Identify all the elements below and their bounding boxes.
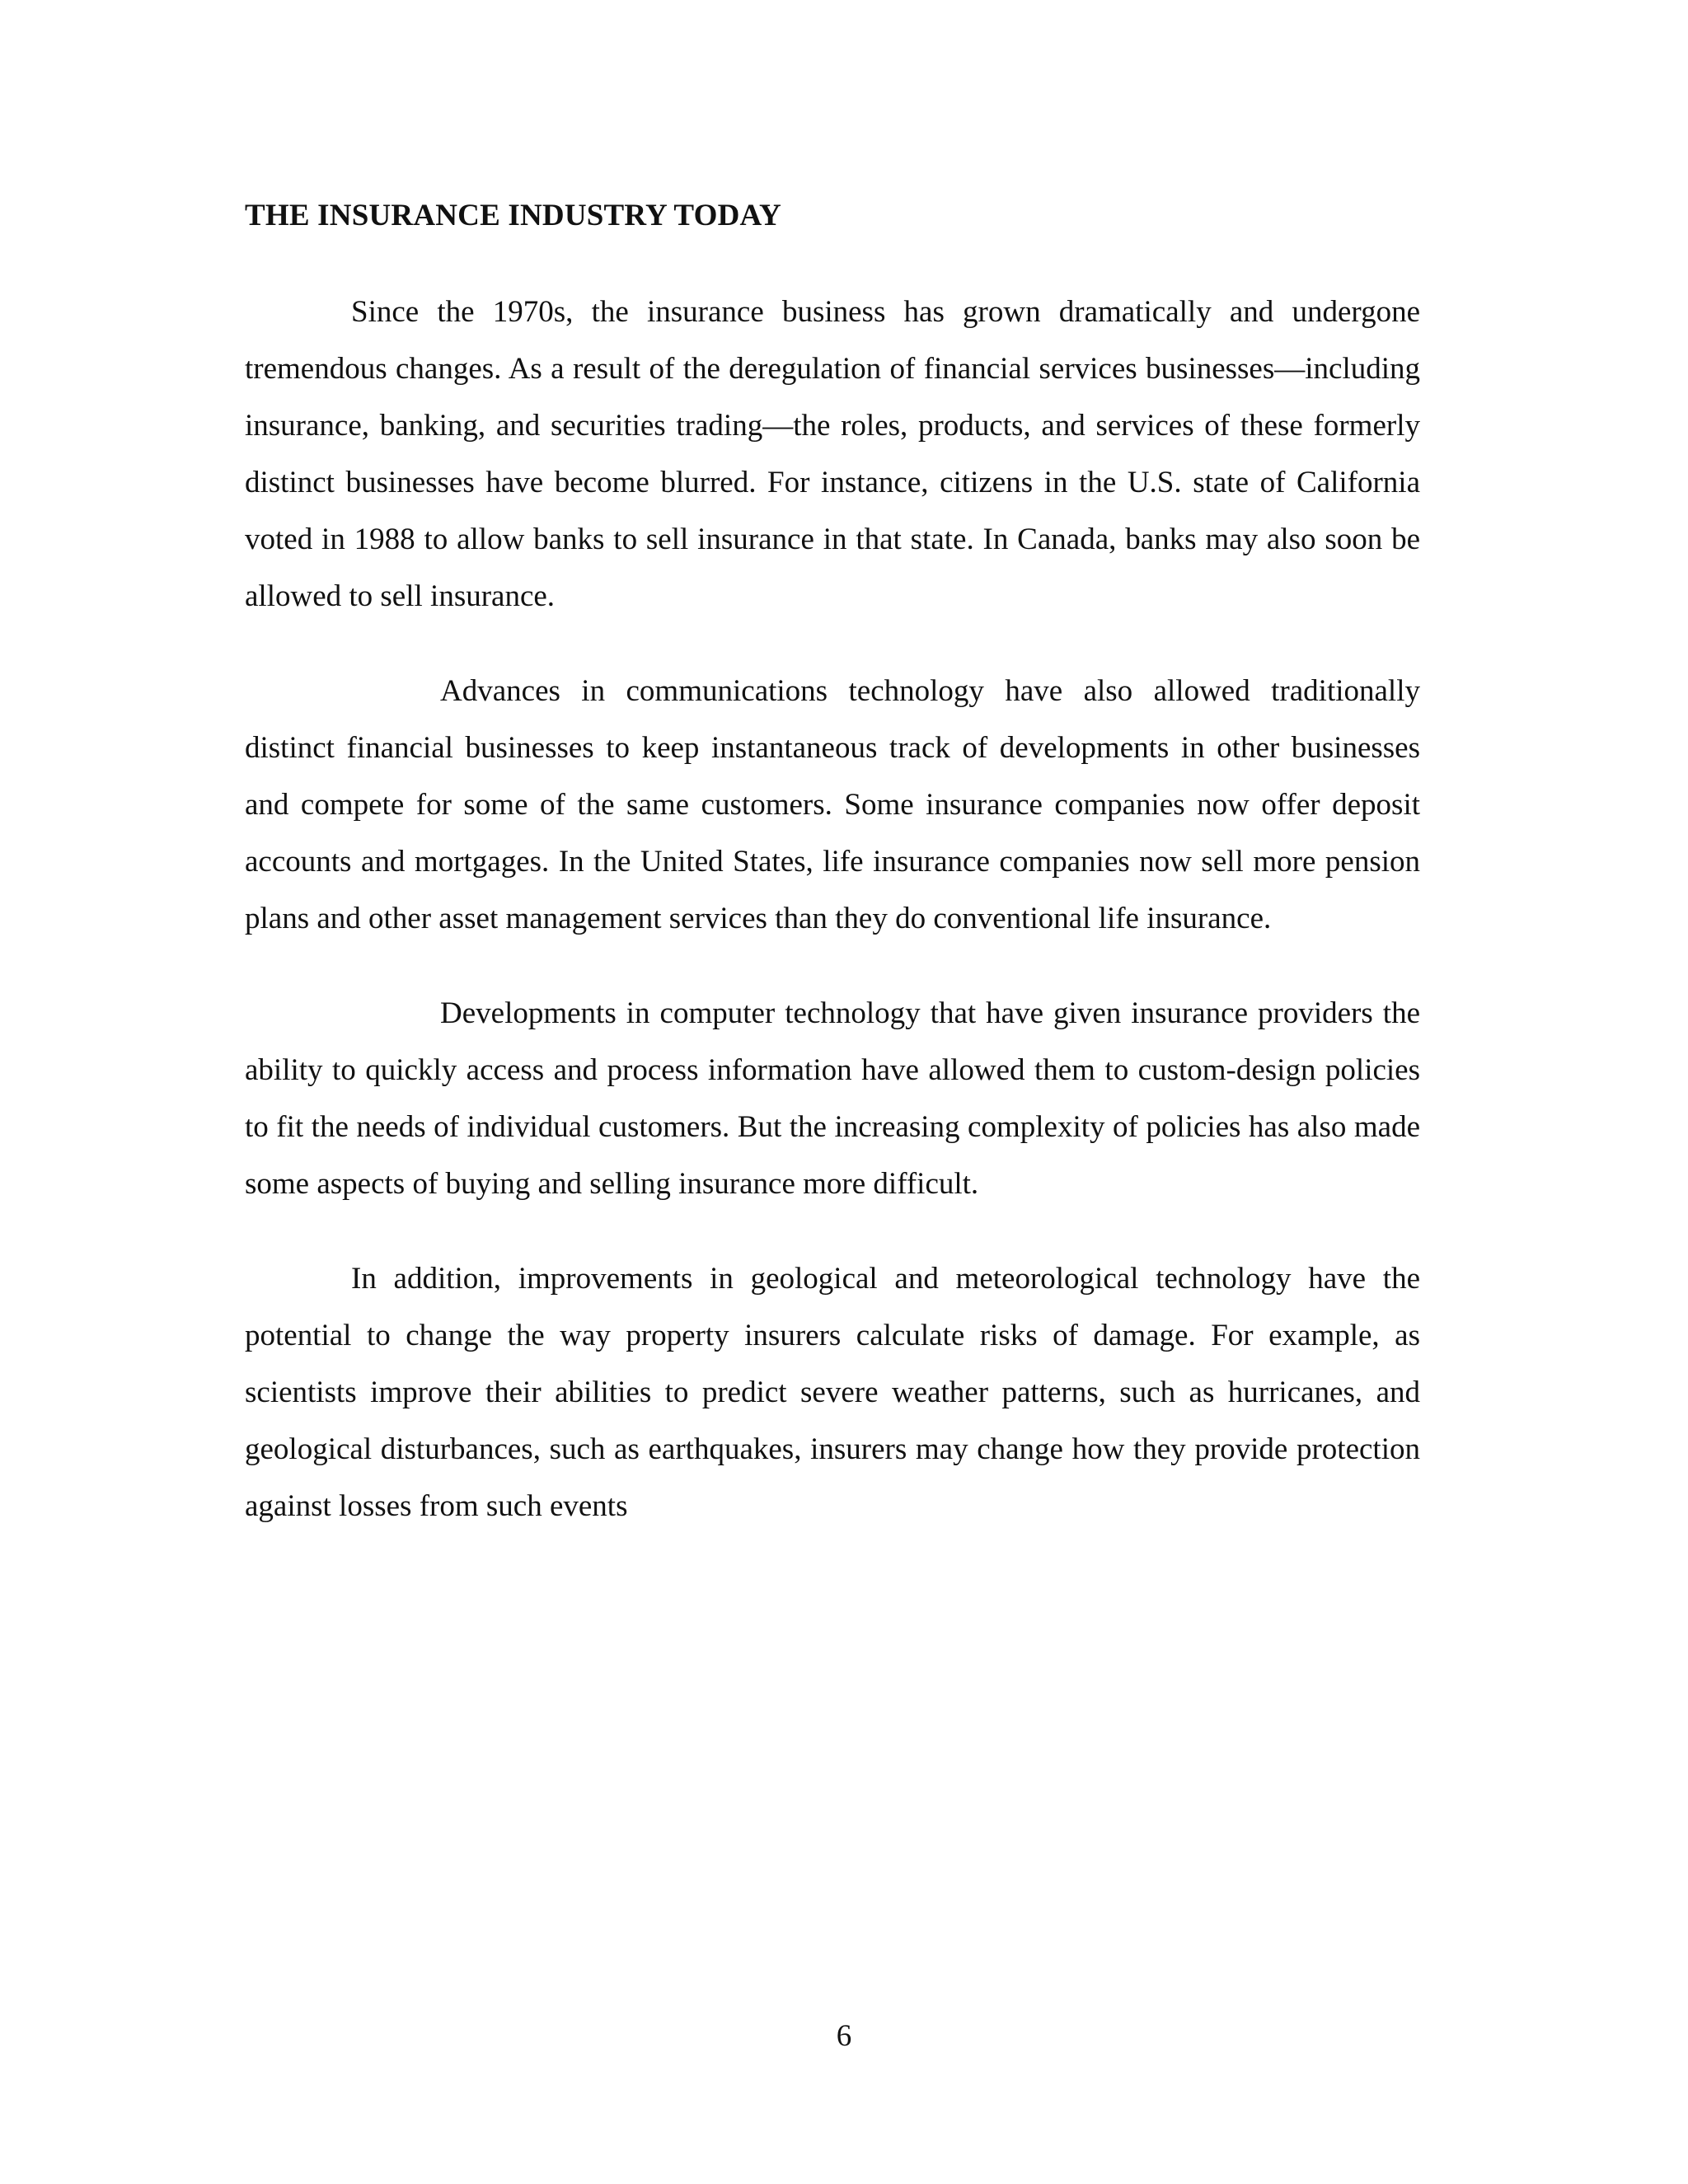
paragraph-deregulation: Since the 1970s, the insurance business has grown dramatically and undergone tremendous changes. As a result of the deregulation of financial services businesses—including insurance, banking, and securities trading—the roles, products, and services of these formerly distinct businesses have become blurred. For instance, citizens in the U.S. state of California voted in 1988 to allow banks to sell insurance in that state. In Canada, banks may also soon be allowed to sell insurance. bbox=[245, 295, 1420, 613]
paragraph-computer-technology: Developments in computer technology that have given insurance providers the ability to quickly access and process information have allowed them to custom-design policies to fit the needs of individual customers. But the increasing complexity of policies has also made some aspects of buying and selling insurance more difficult. bbox=[245, 996, 1420, 1201]
page-number: 6 bbox=[836, 2019, 852, 2053]
section-heading: THE INSURANCE INDUSTRY TODAY bbox=[245, 199, 781, 232]
page-content bbox=[245, 191, 1420, 1535]
paragraph-communications-technology: Advances in communications technology have also allowed traditionally distinct financial businesses to keep instantaneous track of developments in other businesses and compete for some of the same customers. Some insurance companies now offer deposit accounts and mortgages. In the United States, life insurance companies now sell more pension plans and other asset management services than they do conventional life insurance. bbox=[245, 674, 1420, 935]
paragraph-geological-meteorological: In addition, improvements in geological and meteorological technology have the potential to change the way property insurers calculate risks of damage. For example, as scientists improve their abilities to predict severe weather patterns, such as hurricanes, and geological disturbances, such as earthquakes, insurers may change how they provide protection against losses from such events bbox=[245, 1262, 1420, 1523]
